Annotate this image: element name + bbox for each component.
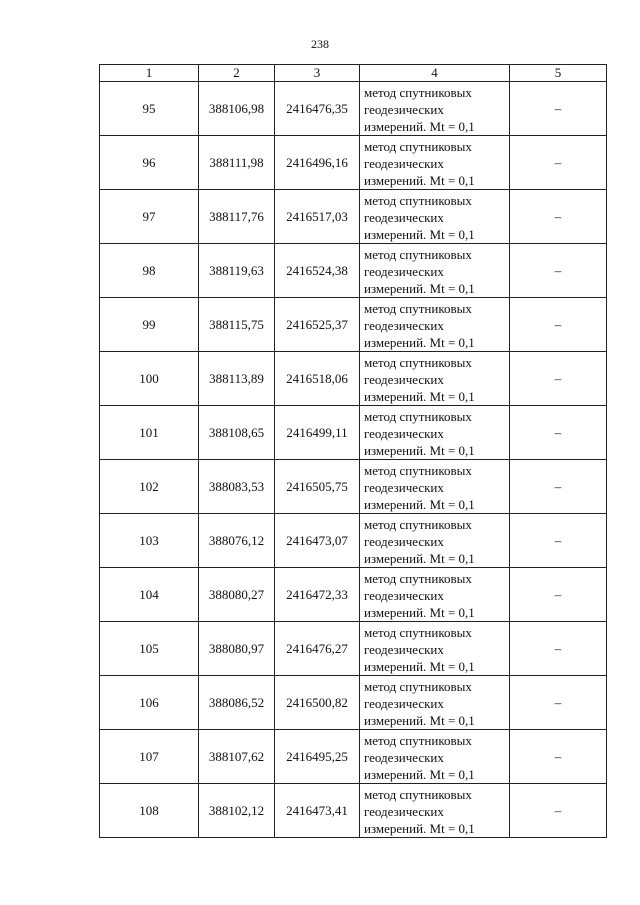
x-coordinate-cell: 388113,89 [199,352,275,406]
method-cell: метод спутниковых геодезических измерений. Mt = 0,1 [360,298,510,352]
header-row [100,65,607,82]
method-cell: метод спутниковых геодезических измерений. Mt = 0,1 [360,676,510,730]
note-cell: – [510,352,607,406]
note-cell: – [510,568,607,622]
x-coordinate-cell: 388106,98 [199,82,275,136]
x-coordinate-cell: 388107,62 [199,730,275,784]
y-coordinate-cell: 2416518,06 [275,352,360,406]
y-coordinate-cell: 2416517,03 [275,190,360,244]
table-row [100,460,607,514]
y-coordinate-cell: 2416473,41 [275,784,360,838]
note-cell: – [510,244,607,298]
method-cell: метод спутниковых геодезических измерений. Mt = 0,1 [360,730,510,784]
point-number-cell: 108 [100,784,199,838]
note-cell: – [510,514,607,568]
table-header [100,65,607,82]
point-number-cell: 97 [100,190,199,244]
method-cell: метод спутниковых геодезических измерений. Mt = 0,1 [360,514,510,568]
header-col-2: 2 [199,65,275,82]
coordinates-table [99,64,607,838]
x-coordinate-cell: 388115,75 [199,298,275,352]
point-number-cell: 99 [100,298,199,352]
note-cell: – [510,82,607,136]
note-cell: – [510,676,607,730]
method-cell: метод спутниковых геодезических измерений. Mt = 0,1 [360,784,510,838]
point-number-cell: 100 [100,352,199,406]
method-cell: метод спутниковых геодезических измерений. Mt = 0,1 [360,244,510,298]
point-number-cell: 107 [100,730,199,784]
x-coordinate-cell: 388080,27 [199,568,275,622]
method-cell: метод спутниковых геодезических измерений. Mt = 0,1 [360,460,510,514]
y-coordinate-cell: 2416505,75 [275,460,360,514]
point-number-cell: 103 [100,514,199,568]
header-col-5: 5 [510,65,607,82]
y-coordinate-cell: 2416500,82 [275,676,360,730]
method-cell: метод спутниковых геодезических измерений. Mt = 0,1 [360,136,510,190]
y-coordinate-cell: 2416496,16 [275,136,360,190]
x-coordinate-cell: 388102,12 [199,784,275,838]
note-cell: – [510,460,607,514]
point-number-cell: 102 [100,460,199,514]
note-cell: – [510,298,607,352]
point-number-cell: 104 [100,568,199,622]
method-cell: метод спутниковых геодезических измерений. Mt = 0,1 [360,82,510,136]
y-coordinate-cell: 2416495,25 [275,730,360,784]
x-coordinate-cell: 388080,97 [199,622,275,676]
table-row [100,352,607,406]
table-row [100,514,607,568]
y-coordinate-cell: 2416476,27 [275,622,360,676]
header-col-1: 1 [100,65,199,82]
x-coordinate-cell: 388119,63 [199,244,275,298]
y-coordinate-cell: 2416473,07 [275,514,360,568]
method-cell: метод спутниковых геодезических измерений. Mt = 0,1 [360,622,510,676]
point-number-cell: 96 [100,136,199,190]
table-row [100,676,607,730]
table-row [100,568,607,622]
table-row [100,730,607,784]
table-row [100,190,607,244]
table-row [100,622,607,676]
method-cell: метод спутниковых геодезических измерений. Mt = 0,1 [360,190,510,244]
method-cell: метод спутниковых геодезических измерений. Mt = 0,1 [360,406,510,460]
note-cell: – [510,190,607,244]
method-cell: метод спутниковых геодезических измерений. Mt = 0,1 [360,568,510,622]
note-cell: – [510,406,607,460]
table-row [100,298,607,352]
table-row [100,82,607,136]
x-coordinate-cell: 388076,12 [199,514,275,568]
y-coordinate-cell: 2416472,33 [275,568,360,622]
y-coordinate-cell: 2416476,35 [275,82,360,136]
point-number-cell: 95 [100,82,199,136]
note-cell: – [510,784,607,838]
page-number: 238 [311,37,329,51]
table-row [100,406,607,460]
note-cell: – [510,136,607,190]
y-coordinate-cell: 2416499,11 [275,406,360,460]
y-coordinate-cell: 2416524,38 [275,244,360,298]
x-coordinate-cell: 388086,52 [199,676,275,730]
y-coordinate-cell: 2416525,37 [275,298,360,352]
point-number-cell: 98 [100,244,199,298]
method-cell: метод спутниковых геодезических измерений. Mt = 0,1 [360,352,510,406]
note-cell: – [510,730,607,784]
x-coordinate-cell: 388108,65 [199,406,275,460]
point-number-cell: 101 [100,406,199,460]
table-body [100,82,607,838]
header-col-3: 3 [275,65,360,82]
table-row [100,784,607,838]
table-row [100,136,607,190]
x-coordinate-cell: 388117,76 [199,190,275,244]
x-coordinate-cell: 388111,98 [199,136,275,190]
x-coordinate-cell: 388083,53 [199,460,275,514]
note-cell: – [510,622,607,676]
table-row [100,244,607,298]
header-col-4: 4 [360,65,510,82]
point-number-cell: 106 [100,676,199,730]
point-number-cell: 105 [100,622,199,676]
